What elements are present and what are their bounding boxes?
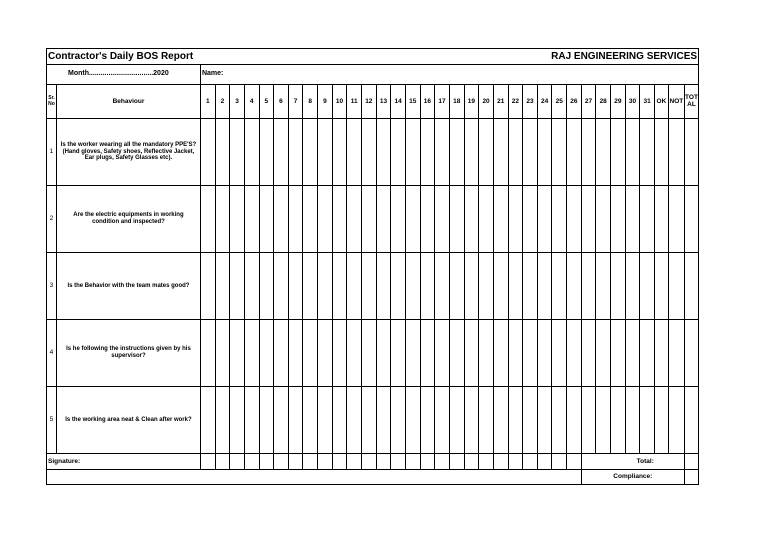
day-header: 17 [435,85,450,119]
month-field[interactable]: Month.................................2020 [47,65,201,85]
behaviour-question: Is the Behavior with the team mates good? [56,253,200,320]
day-check-cell[interactable] [244,119,259,186]
day-header: 8 [303,85,318,119]
signature-row [47,454,699,470]
day-check-cell[interactable] [332,387,347,454]
day-check-cell[interactable] [611,387,626,454]
day-check-cell[interactable] [596,387,611,454]
day-check-cell[interactable] [493,119,508,186]
day-check-cell[interactable] [493,186,508,253]
day-header: 21 [493,85,508,119]
day-check-cell[interactable] [420,119,435,186]
day-check-cell[interactable] [420,387,435,454]
day-check-cell[interactable] [493,253,508,320]
ok-cell[interactable] [654,387,668,454]
signature-cell[interactable] [303,454,318,470]
signature-cell[interactable] [464,454,479,470]
signature-cell[interactable] [347,454,362,470]
day-check-cell[interactable] [361,387,376,454]
sr-no-cell: 2 [47,186,57,253]
day-header: 13 [376,85,391,119]
day-check-cell[interactable] [215,387,230,454]
day-check-cell[interactable] [230,253,245,320]
name-field[interactable]: Name: [200,65,698,85]
day-check-cell[interactable] [303,387,318,454]
day-check-cell[interactable] [449,320,464,387]
behaviour-row [47,253,699,320]
day-header: 27 [581,85,596,119]
day-header: 11 [347,85,362,119]
behaviour-question: Is he following the instructions given by his supervisor? [56,320,200,387]
day-check-cell[interactable] [405,253,420,320]
day-check-cell[interactable] [449,387,464,454]
total-cell[interactable] [684,253,698,320]
day-check-cell[interactable] [435,253,450,320]
day-check-cell[interactable] [479,186,494,253]
day-header: 14 [391,85,406,119]
day-check-cell[interactable] [581,387,596,454]
day-check-cell[interactable] [318,253,333,320]
day-check-cell[interactable] [215,119,230,186]
day-check-cell[interactable] [318,119,333,186]
day-header: 9 [318,85,333,119]
day-header: 15 [405,85,420,119]
signature-cell[interactable] [230,454,245,470]
compliance-blank [47,470,582,485]
signature-cell[interactable] [420,454,435,470]
day-header: 19 [464,85,479,119]
day-header: 16 [420,85,435,119]
sr-no-header: Sr. No [47,85,57,119]
day-check-cell[interactable] [479,320,494,387]
day-check-cell[interactable] [200,186,215,253]
compliance-label: Compliance: [581,470,684,485]
signature-cell[interactable] [391,454,406,470]
day-header: 5 [259,85,274,119]
signature-cell[interactable] [523,454,538,470]
not-cell[interactable] [668,186,684,253]
signature-cell[interactable] [244,454,259,470]
day-header: 25 [552,85,567,119]
day-check-cell[interactable] [552,253,567,320]
day-header: 31 [640,85,655,119]
title-row [47,49,699,65]
day-check-cell[interactable] [405,387,420,454]
day-check-cell[interactable] [611,119,626,186]
day-check-cell[interactable] [288,119,303,186]
signature-cell[interactable] [361,454,376,470]
day-check-cell[interactable] [259,387,274,454]
day-check-cell[interactable] [523,186,538,253]
day-check-cell[interactable] [405,119,420,186]
day-check-cell[interactable] [464,119,479,186]
day-check-cell[interactable] [274,119,289,186]
day-header: 29 [611,85,626,119]
signature-cell[interactable] [479,454,494,470]
total-cell[interactable] [684,119,698,186]
day-check-cell[interactable] [435,320,450,387]
bos-report-table [46,48,699,485]
behaviour-header: Behaviour [56,85,200,119]
day-header: 18 [449,85,464,119]
day-check-cell[interactable] [625,320,640,387]
day-check-cell[interactable] [508,119,523,186]
day-check-cell[interactable] [303,186,318,253]
day-check-cell[interactable] [244,186,259,253]
day-check-cell[interactable] [391,320,406,387]
day-check-cell[interactable] [523,387,538,454]
day-check-cell[interactable] [361,320,376,387]
day-check-cell[interactable] [405,186,420,253]
day-check-cell[interactable] [537,186,552,253]
ok-cell[interactable] [654,186,668,253]
day-check-cell[interactable] [230,186,245,253]
day-check-cell[interactable] [508,186,523,253]
day-check-cell[interactable] [200,119,215,186]
day-check-cell[interactable] [479,387,494,454]
day-check-cell[interactable] [567,186,582,253]
signature-cell[interactable] [332,454,347,470]
not-cell[interactable] [668,253,684,320]
day-check-cell[interactable] [391,119,406,186]
total-value-cell[interactable] [684,454,698,470]
ok-cell[interactable] [654,253,668,320]
behaviour-question: Is the working area neat & Clean after work? [56,387,200,454]
total-cell[interactable] [684,387,698,454]
day-check-cell[interactable] [244,320,259,387]
day-check-cell[interactable] [274,387,289,454]
day-check-cell[interactable] [200,387,215,454]
day-check-cell[interactable] [244,253,259,320]
day-check-cell[interactable] [581,186,596,253]
sr-no-cell: 5 [47,387,57,454]
day-check-cell[interactable] [581,119,596,186]
day-check-cell[interactable] [303,320,318,387]
day-check-cell[interactable] [552,320,567,387]
day-check-cell[interactable] [274,320,289,387]
day-check-cell[interactable] [274,253,289,320]
day-check-cell[interactable] [230,320,245,387]
day-check-cell[interactable] [230,119,245,186]
day-check-cell[interactable] [596,186,611,253]
day-check-cell[interactable] [640,253,655,320]
signature-label: Signature: [47,454,201,470]
not-cell[interactable] [668,387,684,454]
day-check-cell[interactable] [479,119,494,186]
total-cell[interactable] [684,186,698,253]
day-check-cell[interactable] [523,119,538,186]
behaviour-row [47,320,699,387]
compliance-value-cell[interactable] [684,470,698,485]
day-check-cell[interactable] [391,253,406,320]
day-check-cell[interactable] [215,320,230,387]
signature-cell[interactable] [508,454,523,470]
day-check-cell[interactable] [537,387,552,454]
day-check-cell[interactable] [347,320,362,387]
day-check-cell[interactable] [288,253,303,320]
day-check-cell[interactable] [537,119,552,186]
day-check-cell[interactable] [259,320,274,387]
day-check-cell[interactable] [596,119,611,186]
day-check-cell[interactable] [361,186,376,253]
signature-cell[interactable] [318,454,333,470]
day-check-cell[interactable] [625,253,640,320]
signature-cell[interactable] [376,454,391,470]
day-check-cell[interactable] [259,253,274,320]
signature-cell[interactable] [274,454,289,470]
day-check-cell[interactable] [420,320,435,387]
month-row [47,65,699,85]
day-header: 24 [537,85,552,119]
day-check-cell[interactable] [259,186,274,253]
behaviour-row [47,119,699,186]
signature-cell[interactable] [552,454,567,470]
signature-cell[interactable] [215,454,230,470]
sr-no-cell: 1 [47,119,57,186]
signature-cell[interactable] [449,454,464,470]
signature-cell[interactable] [537,454,552,470]
day-check-cell[interactable] [493,387,508,454]
day-header: 30 [625,85,640,119]
day-check-cell[interactable] [288,320,303,387]
signature-cell[interactable] [259,454,274,470]
day-check-cell[interactable] [200,320,215,387]
day-check-cell[interactable] [303,119,318,186]
day-check-cell[interactable] [244,387,259,454]
signature-cell[interactable] [567,454,582,470]
day-check-cell[interactable] [435,387,450,454]
day-check-cell[interactable] [435,186,450,253]
day-header: 22 [508,85,523,119]
day-check-cell[interactable] [361,119,376,186]
day-check-cell[interactable] [537,320,552,387]
day-check-cell[interactable] [420,253,435,320]
day-check-cell[interactable] [581,320,596,387]
day-check-cell[interactable] [552,119,567,186]
day-check-cell[interactable] [449,186,464,253]
day-check-cell[interactable] [376,320,391,387]
day-check-cell[interactable] [318,320,333,387]
day-check-cell[interactable] [523,253,538,320]
day-check-cell[interactable] [332,186,347,253]
day-check-cell[interactable] [567,387,582,454]
behaviour-question: Are the electric equipments in working condition and inspected? [56,186,200,253]
day-check-cell[interactable] [318,186,333,253]
day-check-cell[interactable] [508,320,523,387]
day-check-cell[interactable] [376,119,391,186]
day-header: 6 [274,85,289,119]
day-check-cell[interactable] [347,186,362,253]
day-check-cell[interactable] [625,119,640,186]
day-check-cell[interactable] [552,387,567,454]
header-row [47,85,699,119]
day-header: 2 [215,85,230,119]
total-header: TOT AL [684,85,698,119]
day-check-cell[interactable] [464,320,479,387]
day-check-cell[interactable] [596,320,611,387]
day-check-cell[interactable] [435,119,450,186]
sr-no-cell: 3 [47,253,57,320]
day-check-cell[interactable] [640,387,655,454]
day-check-cell[interactable] [567,320,582,387]
not-cell[interactable] [668,119,684,186]
day-check-cell[interactable] [332,320,347,387]
day-check-cell[interactable] [318,387,333,454]
total-cell[interactable] [684,320,698,387]
day-check-cell[interactable] [391,387,406,454]
compliance-row [47,470,699,485]
day-check-cell[interactable] [391,186,406,253]
day-check-cell[interactable] [537,253,552,320]
day-check-cell[interactable] [625,387,640,454]
day-check-cell[interactable] [288,186,303,253]
day-check-cell[interactable] [640,186,655,253]
day-header: 1 [200,85,215,119]
day-check-cell[interactable] [464,253,479,320]
day-check-cell[interactable] [376,186,391,253]
day-check-cell[interactable] [376,253,391,320]
signature-cell[interactable] [435,454,450,470]
day-header: 26 [567,85,582,119]
ok-cell[interactable] [654,119,668,186]
day-check-cell[interactable] [449,119,464,186]
day-header: 10 [332,85,347,119]
day-check-cell[interactable] [611,320,626,387]
day-check-cell[interactable] [625,186,640,253]
ok-header: OK [654,85,668,119]
day-header: 28 [596,85,611,119]
ok-cell[interactable] [654,320,668,387]
behaviour-question: Is the worker wearing all the mandatory PPE'S? (Hand gloves, Safety shoes, Reflective Jacket, Ear plugs, Safety Glasses etc). [56,119,200,186]
day-check-cell[interactable] [332,253,347,320]
day-check-cell[interactable] [640,119,655,186]
day-check-cell[interactable] [567,119,582,186]
day-check-cell[interactable] [640,320,655,387]
day-check-cell[interactable] [508,387,523,454]
day-header: 3 [230,85,245,119]
day-check-cell[interactable] [493,320,508,387]
day-check-cell[interactable] [332,119,347,186]
day-check-cell[interactable] [479,253,494,320]
day-check-cell[interactable] [361,253,376,320]
day-check-cell[interactable] [552,186,567,253]
day-check-cell[interactable] [200,253,215,320]
behaviour-row [47,387,699,454]
day-check-cell[interactable] [347,387,362,454]
day-check-cell[interactable] [596,253,611,320]
sr-no-cell: 4 [47,320,57,387]
not-cell[interactable] [668,320,684,387]
day-check-cell[interactable] [230,387,245,454]
day-check-cell[interactable] [405,320,420,387]
day-check-cell[interactable] [508,253,523,320]
signature-cell[interactable] [493,454,508,470]
day-check-cell[interactable] [567,253,582,320]
day-header: 20 [479,85,494,119]
day-check-cell[interactable] [347,253,362,320]
day-check-cell[interactable] [274,186,289,253]
day-check-cell[interactable] [303,253,318,320]
day-check-cell[interactable] [449,253,464,320]
company-name: RAJ ENGINEERING SERVICES [464,49,699,65]
bos-report-sheet [46,48,698,485]
day-header: 12 [361,85,376,119]
day-check-cell[interactable] [259,119,274,186]
report-title: Contractor's Daily BOS Report [47,49,465,65]
day-check-cell[interactable] [611,253,626,320]
day-check-cell[interactable] [420,186,435,253]
day-check-cell[interactable] [215,253,230,320]
day-header: 23 [523,85,538,119]
signature-cell[interactable] [405,454,420,470]
day-check-cell[interactable] [581,253,596,320]
day-header: 4 [244,85,259,119]
not-header: NOT [668,85,684,119]
day-header: 7 [288,85,303,119]
signature-cell[interactable] [200,454,215,470]
total-label: Total: [581,454,684,470]
day-check-cell[interactable] [523,320,538,387]
day-check-cell[interactable] [376,387,391,454]
behaviour-row [47,186,699,253]
day-check-cell[interactable] [464,186,479,253]
day-check-cell[interactable] [464,387,479,454]
day-check-cell[interactable] [215,186,230,253]
signature-cell[interactable] [288,454,303,470]
day-check-cell[interactable] [611,186,626,253]
day-check-cell[interactable] [288,387,303,454]
day-check-cell[interactable] [347,119,362,186]
